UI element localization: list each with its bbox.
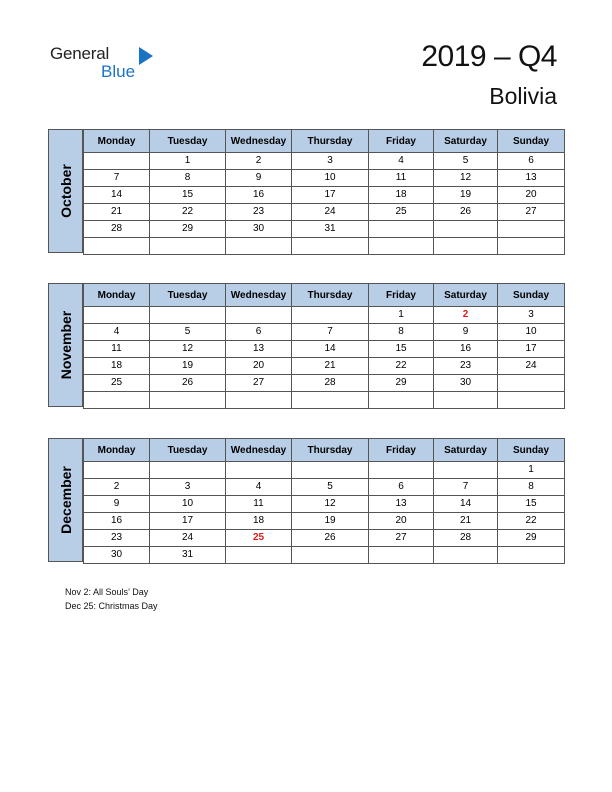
week-row <box>84 204 565 221</box>
day-cell <box>226 238 292 255</box>
weekday-header: Sunday <box>498 439 565 462</box>
day-cell <box>498 221 565 238</box>
day-cell: 26 <box>434 204 498 221</box>
month-name: October <box>57 164 74 218</box>
weekday-header: Thursday <box>292 284 369 307</box>
day-cell: 5 <box>292 479 369 496</box>
day-cell: 31 <box>150 547 226 564</box>
day-cell <box>226 462 292 479</box>
day-cell: 19 <box>434 187 498 204</box>
day-cell: 13 <box>498 170 565 187</box>
day-cell: 28 <box>434 530 498 547</box>
day-cell: 18 <box>226 513 292 530</box>
day-cell <box>84 392 150 409</box>
day-cell: 7 <box>292 324 369 341</box>
day-cell: 17 <box>150 513 226 530</box>
day-cell: 3 <box>150 479 226 496</box>
day-cell <box>292 547 369 564</box>
weekday-header-row <box>84 130 565 153</box>
day-cell: 16 <box>226 187 292 204</box>
week-row <box>84 547 565 564</box>
day-cell: 3 <box>498 307 565 324</box>
holiday-note: Dec 25: Christmas Day <box>65 601 158 611</box>
week-row <box>84 307 565 324</box>
day-cell <box>84 238 150 255</box>
day-cell: 13 <box>226 341 292 358</box>
day-cell: 22 <box>150 204 226 221</box>
holiday-note: Nov 2: All Souls’ Day <box>65 587 149 597</box>
weekday-header: Saturday <box>434 439 498 462</box>
day-cell: 26 <box>292 530 369 547</box>
day-cell: 23 <box>84 530 150 547</box>
day-cell: 14 <box>292 341 369 358</box>
day-cell <box>434 392 498 409</box>
day-cell: 29 <box>150 221 226 238</box>
day-cell: 18 <box>369 187 434 204</box>
page-title: 2019 – Q4 <box>421 40 557 73</box>
day-cell <box>434 221 498 238</box>
day-cell: 3 <box>292 153 369 170</box>
week-row <box>84 462 565 479</box>
day-cell: 19 <box>150 358 226 375</box>
day-cell: 11 <box>369 170 434 187</box>
day-cell: 16 <box>434 341 498 358</box>
logo-text-blue: Blue <box>101 62 136 81</box>
day-cell <box>434 238 498 255</box>
calendar-table <box>83 438 565 564</box>
day-cell: 8 <box>498 479 565 496</box>
week-row <box>84 392 565 409</box>
weekday-header: Saturday <box>434 130 498 153</box>
day-cell <box>226 547 292 564</box>
day-cell: 22 <box>369 358 434 375</box>
day-cell <box>498 392 565 409</box>
day-cell: 15 <box>498 496 565 513</box>
day-cell: 4 <box>369 153 434 170</box>
day-cell: 13 <box>369 496 434 513</box>
holiday-notes <box>65 585 158 613</box>
day-cell <box>292 392 369 409</box>
logo-triangle-icon <box>139 47 153 65</box>
weekday-header: Wednesday <box>226 284 292 307</box>
day-cell: 25 <box>84 375 150 392</box>
week-row <box>84 496 565 513</box>
weekday-header: Wednesday <box>226 130 292 153</box>
day-cell: 7 <box>434 479 498 496</box>
day-cell: 22 <box>498 513 565 530</box>
day-cell <box>84 153 150 170</box>
day-cell: 25 <box>226 530 292 547</box>
day-cell <box>150 392 226 409</box>
week-row <box>84 238 565 255</box>
weekday-header: Wednesday <box>226 439 292 462</box>
day-cell: 1 <box>498 462 565 479</box>
day-cell: 30 <box>434 375 498 392</box>
day-cell <box>369 392 434 409</box>
day-cell: 11 <box>84 341 150 358</box>
day-cell: 11 <box>226 496 292 513</box>
day-cell: 12 <box>150 341 226 358</box>
week-row <box>84 341 565 358</box>
weekday-header: Monday <box>84 439 150 462</box>
day-cell <box>369 221 434 238</box>
weekday-header: Monday <box>84 130 150 153</box>
month-name: December <box>57 466 74 534</box>
day-cell: 28 <box>84 221 150 238</box>
day-cell: 21 <box>292 358 369 375</box>
day-cell: 18 <box>84 358 150 375</box>
day-cell: 10 <box>498 324 565 341</box>
day-cell <box>226 392 292 409</box>
day-cell <box>150 307 226 324</box>
week-row <box>84 187 565 204</box>
day-cell: 31 <box>292 221 369 238</box>
day-cell <box>498 375 565 392</box>
day-cell: 10 <box>150 496 226 513</box>
day-cell: 24 <box>292 204 369 221</box>
weekday-header: Sunday <box>498 284 565 307</box>
day-cell: 5 <box>434 153 498 170</box>
day-cell: 21 <box>84 204 150 221</box>
day-cell: 20 <box>369 513 434 530</box>
week-row <box>84 221 565 238</box>
day-cell: 19 <box>292 513 369 530</box>
weekday-header-row <box>84 439 565 462</box>
day-cell: 10 <box>292 170 369 187</box>
day-cell: 30 <box>84 547 150 564</box>
day-cell <box>369 547 434 564</box>
week-row <box>84 324 565 341</box>
day-cell <box>498 238 565 255</box>
day-cell: 24 <box>150 530 226 547</box>
weekday-header: Thursday <box>292 130 369 153</box>
calendar-table <box>83 129 565 255</box>
day-cell: 20 <box>226 358 292 375</box>
day-cell <box>84 462 150 479</box>
country-name: Bolivia <box>489 83 557 109</box>
day-cell: 15 <box>369 341 434 358</box>
weekday-header: Friday <box>369 130 434 153</box>
day-cell: 16 <box>84 513 150 530</box>
month-name: November <box>57 310 74 380</box>
day-cell <box>369 238 434 255</box>
weekday-header: Thursday <box>292 439 369 462</box>
day-cell: 21 <box>434 513 498 530</box>
week-row <box>84 170 565 187</box>
day-cell: 9 <box>434 324 498 341</box>
day-cell: 4 <box>226 479 292 496</box>
day-cell: 23 <box>226 204 292 221</box>
month-label-cell <box>48 438 83 562</box>
day-cell: 1 <box>369 307 434 324</box>
week-row <box>84 513 565 530</box>
month-block-october <box>48 129 564 253</box>
month-block-december <box>48 438 564 562</box>
month-label-cell <box>48 129 83 253</box>
day-cell <box>84 307 150 324</box>
day-cell: 29 <box>369 375 434 392</box>
day-cell: 6 <box>226 324 292 341</box>
day-cell: 14 <box>434 496 498 513</box>
weekday-header-row <box>84 284 565 307</box>
day-cell: 23 <box>434 358 498 375</box>
logo-text-general: General <box>50 44 110 63</box>
day-cell: 15 <box>150 187 226 204</box>
day-cell: 5 <box>150 324 226 341</box>
day-cell: 17 <box>292 187 369 204</box>
week-row <box>84 153 565 170</box>
day-cell: 14 <box>84 187 150 204</box>
weekday-header: Sunday <box>498 130 565 153</box>
week-row <box>84 358 565 375</box>
weekday-header: Friday <box>369 439 434 462</box>
day-cell <box>434 462 498 479</box>
day-cell: 20 <box>498 187 565 204</box>
day-cell <box>498 547 565 564</box>
week-row <box>84 530 565 547</box>
day-cell: 4 <box>84 324 150 341</box>
day-cell: 1 <box>150 153 226 170</box>
weekday-header: Monday <box>84 284 150 307</box>
day-cell: 26 <box>150 375 226 392</box>
day-cell: 28 <box>292 375 369 392</box>
weekday-header: Tuesday <box>150 284 226 307</box>
day-cell: 24 <box>498 358 565 375</box>
day-cell: 25 <box>369 204 434 221</box>
day-cell: 12 <box>434 170 498 187</box>
month-label-cell <box>48 283 83 407</box>
day-cell <box>292 238 369 255</box>
day-cell <box>369 462 434 479</box>
day-cell <box>150 462 226 479</box>
day-cell: 6 <box>498 153 565 170</box>
day-cell <box>292 307 369 324</box>
generalblue-logo <box>50 44 160 84</box>
day-cell: 2 <box>434 307 498 324</box>
day-cell: 8 <box>369 324 434 341</box>
day-cell: 6 <box>369 479 434 496</box>
day-cell: 30 <box>226 221 292 238</box>
day-cell: 27 <box>226 375 292 392</box>
calendar-table <box>83 283 565 409</box>
weekday-header: Saturday <box>434 284 498 307</box>
month-block-november <box>48 283 564 407</box>
day-cell: 9 <box>84 496 150 513</box>
day-cell <box>226 307 292 324</box>
day-cell <box>292 462 369 479</box>
day-cell: 27 <box>369 530 434 547</box>
day-cell: 27 <box>498 204 565 221</box>
week-row <box>84 375 565 392</box>
day-cell: 8 <box>150 170 226 187</box>
day-cell: 12 <box>292 496 369 513</box>
day-cell: 29 <box>498 530 565 547</box>
week-row <box>84 479 565 496</box>
day-cell <box>150 238 226 255</box>
weekday-header: Friday <box>369 284 434 307</box>
weekday-header: Tuesday <box>150 439 226 462</box>
day-cell: 2 <box>226 153 292 170</box>
day-cell: 2 <box>84 479 150 496</box>
weekday-header: Tuesday <box>150 130 226 153</box>
day-cell: 17 <box>498 341 565 358</box>
day-cell: 7 <box>84 170 150 187</box>
day-cell <box>434 547 498 564</box>
day-cell: 9 <box>226 170 292 187</box>
